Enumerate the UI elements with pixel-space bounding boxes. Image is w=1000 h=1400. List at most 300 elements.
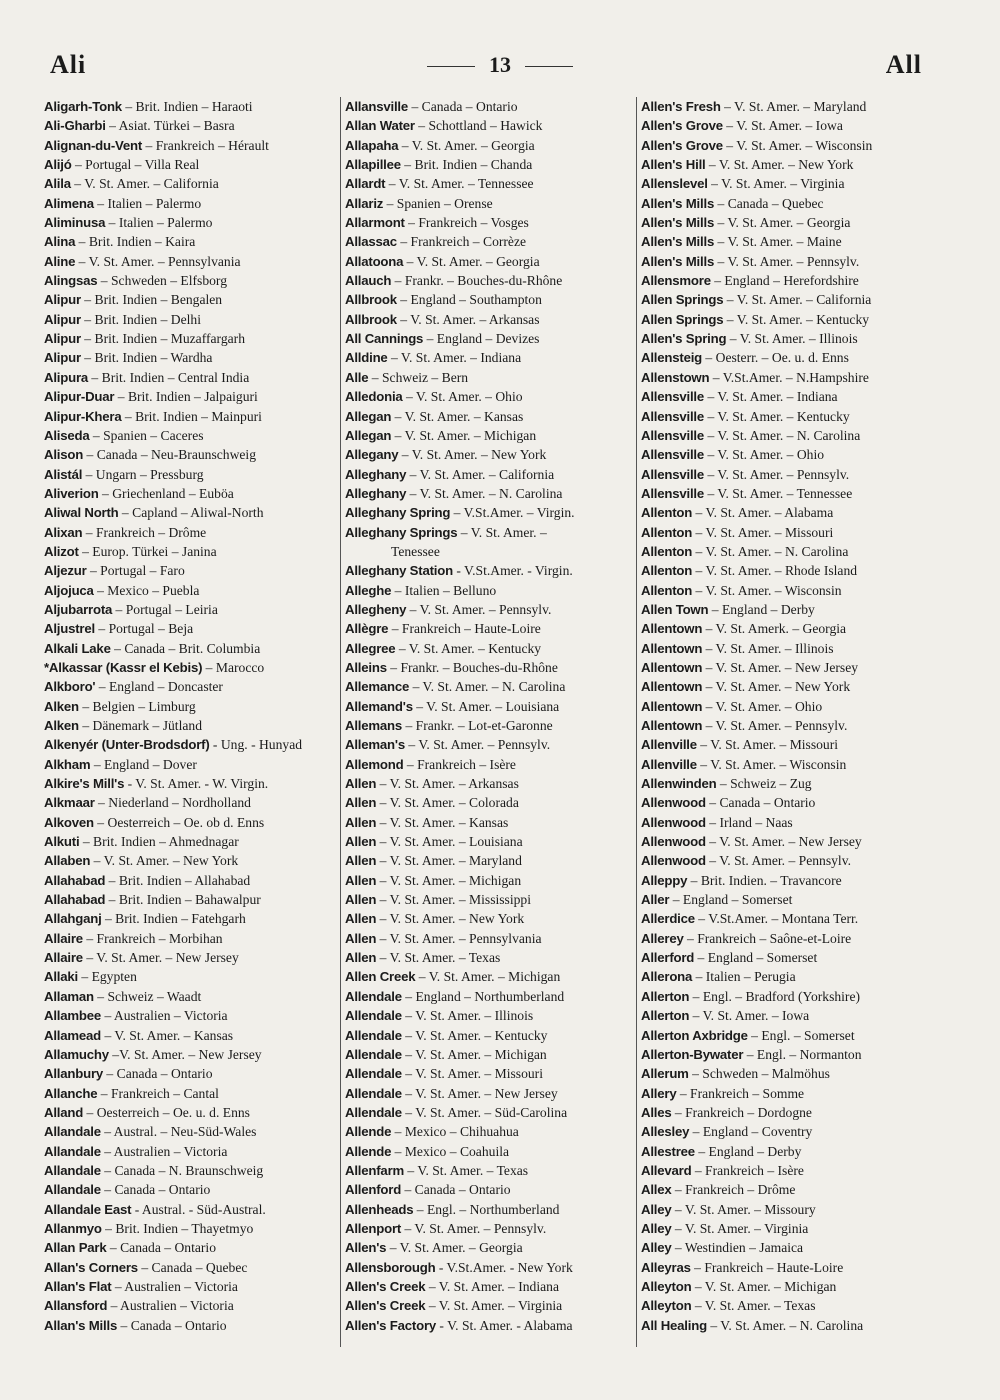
place-location: - V.St.Amer. - Virgin. bbox=[452, 563, 573, 579]
place-location: – Griechenland – Euböa bbox=[98, 485, 234, 501]
place-name: Allen bbox=[345, 795, 377, 811]
place-name: Alizot bbox=[44, 543, 79, 559]
gazetteer-entry bbox=[44, 348, 334, 367]
place-name: Alipur-Duar bbox=[44, 389, 115, 405]
gazetteer-entry bbox=[641, 1238, 931, 1257]
place-location: – V. St. Amer. – Virginia bbox=[707, 176, 845, 192]
gazetteer-entry bbox=[641, 561, 931, 580]
place-name: Allegheny bbox=[345, 601, 407, 617]
gazetteer-entry bbox=[641, 445, 931, 464]
place-name: Alkuti bbox=[44, 834, 80, 850]
place-location: – V. St. Amer. – Kentucky bbox=[395, 640, 542, 656]
place-name: Allensborough bbox=[345, 1259, 436, 1275]
place-location: – Italien – Palermo bbox=[93, 195, 202, 211]
page-header bbox=[0, 46, 1000, 86]
place-location: – V. St. Amer. – Wisconsin bbox=[722, 137, 873, 153]
place-name: Alleghe bbox=[345, 582, 392, 598]
place-name: Alleghany Station bbox=[345, 563, 453, 579]
place-location: – Frankreich – Saône-et-Loire bbox=[683, 930, 852, 946]
place-location: – Oesterreich – Oe. u. d. Enns bbox=[83, 1104, 250, 1120]
gazetteer-entry bbox=[44, 1064, 334, 1083]
place-name: Alipur bbox=[44, 311, 81, 327]
place-location: – England – Derby bbox=[694, 1143, 802, 1159]
place-location: – V. St. Amer. – New Jersey bbox=[82, 950, 239, 966]
place-name: Allenwood bbox=[641, 853, 706, 869]
place-location: – V. St. Amer. – California bbox=[70, 176, 219, 192]
place-name: Allarmont bbox=[345, 215, 405, 231]
place-name: Allensteig bbox=[641, 350, 703, 366]
place-location: – Brit. Indien – Chanda bbox=[400, 157, 533, 173]
place-location: - Ung. - Hunyad bbox=[209, 737, 303, 753]
place-name: Allbrook bbox=[345, 311, 397, 327]
place-name: Alistál bbox=[44, 466, 83, 482]
gazetteer-entry bbox=[345, 290, 635, 309]
place-location: – V. St. Amer. – New Jersey bbox=[401, 1085, 558, 1101]
place-location: – Belgien – Limburg bbox=[78, 698, 196, 714]
place-location: - V.St.Amer. - New York bbox=[435, 1259, 573, 1275]
place-name: Allensville bbox=[641, 485, 705, 501]
place-location: – V. St. Amer. – Georgia bbox=[386, 1240, 523, 1256]
place-name: Alkenyér (Unter-Brodsdorf) bbox=[44, 737, 210, 753]
place-name: Aliwal North bbox=[44, 505, 119, 521]
place-name: Allemand's bbox=[345, 698, 413, 714]
gazetteer-entry bbox=[44, 1006, 334, 1025]
place-location: – V. St. Amer. – Kentucky bbox=[401, 1027, 548, 1043]
gazetteer-entry bbox=[44, 909, 334, 928]
place-name: Allen's Grove bbox=[641, 118, 723, 134]
place-name: Allansville bbox=[345, 99, 409, 114]
place-location: – Portugal – Villa Real bbox=[71, 157, 200, 173]
place-location: – V. St. Amer. – Texas bbox=[691, 1298, 816, 1314]
place-name: Allegan bbox=[345, 408, 392, 424]
gazetteer-entry bbox=[345, 174, 635, 193]
gazetteer-entry bbox=[641, 890, 931, 909]
gazetteer-entry bbox=[641, 1161, 931, 1180]
place-name: Alison bbox=[44, 447, 84, 463]
column-1 bbox=[44, 97, 334, 1347]
place-location: – Brit. Indien – Wardha bbox=[80, 350, 213, 366]
place-location: – Europ. Türkei – Janina bbox=[78, 543, 217, 559]
place-location: – V. St. Amer. – Iowa bbox=[689, 1008, 810, 1024]
place-name: Allex bbox=[641, 1182, 672, 1198]
place-name: Alleyton bbox=[641, 1298, 692, 1314]
place-location: – Canada – Ontario bbox=[408, 99, 518, 114]
place-name: Aljustrel bbox=[44, 621, 95, 637]
gazetteer-entry bbox=[641, 909, 931, 928]
gazetteer-entry bbox=[641, 329, 931, 348]
place-location: – Australien – Victoria bbox=[107, 1298, 234, 1314]
place-location: – Portugal – Faro bbox=[86, 563, 185, 579]
gazetteer-entry bbox=[641, 987, 931, 1006]
place-name: Alleyton bbox=[641, 1278, 692, 1294]
gazetteer-entry bbox=[641, 929, 931, 948]
place-name: Allen bbox=[345, 834, 377, 850]
gazetteer-entry bbox=[345, 561, 635, 580]
place-name: Aller bbox=[641, 892, 670, 908]
gazetteer-entry bbox=[641, 774, 931, 793]
gazetteer-entry bbox=[345, 1026, 635, 1045]
place-location: – V. St. Amer. – Georgia bbox=[403, 253, 540, 269]
place-name: Allenton bbox=[641, 505, 693, 521]
place-name: Allauch bbox=[345, 273, 392, 289]
place-location: – Frankreich – Morbihan bbox=[82, 930, 223, 946]
place-name: Allenwood bbox=[641, 814, 706, 830]
place-location: – V. St. Amer. – Michigan bbox=[415, 969, 561, 985]
place-location: – V. St. Amer. – Wisconsin bbox=[696, 756, 847, 772]
place-location: – V. St. Amer. – Missouri bbox=[401, 1066, 543, 1082]
place-name: Allerdice bbox=[641, 911, 695, 927]
gazetteer-entry bbox=[345, 813, 635, 832]
gazetteer-entry bbox=[641, 252, 931, 271]
gazetteer-entry bbox=[44, 697, 334, 716]
gazetteer-entry bbox=[345, 1258, 635, 1277]
place-location: – V. St. Amer. – Michigan bbox=[376, 872, 522, 888]
place-location: – V. St. Amer. – Pennsylv. bbox=[704, 466, 850, 482]
place-name: Ali-Gharbi bbox=[44, 118, 106, 134]
gazetteer-entry bbox=[345, 348, 635, 367]
place-name: Allapillee bbox=[345, 157, 401, 173]
gazetteer-entry bbox=[641, 1026, 931, 1045]
gazetteer-entry bbox=[345, 329, 635, 348]
place-location: – Capland – Aliwal-North bbox=[118, 505, 264, 521]
place-name: Allenville bbox=[641, 756, 697, 772]
place-location: – Schweiz – Zug bbox=[716, 776, 812, 792]
place-location: – Canada – Ontario bbox=[100, 1182, 211, 1198]
place-name: Allardt bbox=[345, 176, 386, 192]
place-location: – V. St. Amer. – Indiana bbox=[387, 350, 522, 366]
place-name: Allenport bbox=[345, 1220, 402, 1236]
place-location: – Frankreich – Haute-Loire bbox=[690, 1259, 844, 1275]
place-location: – Mexico – Puebla bbox=[93, 582, 200, 598]
place-location: Tenessee bbox=[391, 543, 440, 559]
place-name: Alleppy bbox=[641, 872, 688, 888]
place-name: Allenfarm bbox=[345, 1162, 405, 1178]
header-rule-right bbox=[525, 66, 573, 67]
header-rule-left bbox=[427, 66, 475, 67]
gazetteer-entry bbox=[44, 484, 334, 503]
gazetteer-entry bbox=[44, 232, 334, 251]
place-location: – Brit. Indien – Fatehgarh bbox=[101, 911, 246, 927]
place-location: – Schweiz – Bern bbox=[368, 369, 469, 385]
place-name: Allen's Creek bbox=[345, 1278, 426, 1294]
place-location: – Niederland – Nordholland bbox=[94, 795, 251, 811]
place-name: Allandale East bbox=[44, 1201, 132, 1217]
place-name: Aline bbox=[44, 253, 76, 269]
place-location: – V. St. Amer. – Pennsylvania bbox=[75, 253, 241, 269]
place-name: *Alkassar (Kassr el Kebis) bbox=[44, 659, 203, 675]
place-name: Allan Park bbox=[44, 1240, 107, 1256]
place-location: – Portugal – Leiria bbox=[112, 601, 218, 617]
place-location: – V. St. Amer. – California bbox=[723, 292, 872, 308]
place-name: Allen bbox=[345, 911, 377, 927]
gazetteer-entry bbox=[44, 716, 334, 735]
gazetteer-entry bbox=[345, 948, 635, 967]
place-location: – Brit. Indien – Thayetmyo bbox=[101, 1220, 254, 1236]
gazetteer-entry bbox=[44, 329, 334, 348]
place-name: Allensville bbox=[641, 447, 705, 463]
gazetteer-entry bbox=[641, 484, 931, 503]
place-name: Allensmore bbox=[641, 273, 711, 289]
gazetteer-entry bbox=[44, 677, 334, 696]
place-name: Allaman bbox=[44, 988, 94, 1004]
place-name: Allerford bbox=[641, 950, 695, 966]
place-name: Allandale bbox=[44, 1143, 101, 1159]
place-name: Allanbury bbox=[44, 1066, 104, 1082]
place-location: – V. St. Amer. – California bbox=[406, 466, 555, 482]
place-location: – V. St. Amer. – New Jersey bbox=[702, 659, 859, 675]
place-name: Allansford bbox=[44, 1298, 108, 1314]
place-location: – V. St. Amer. – Mississippi bbox=[376, 892, 531, 908]
gazetteer-entry bbox=[44, 465, 334, 484]
gazetteer-entry bbox=[345, 407, 635, 426]
gazetteer-entry bbox=[641, 387, 931, 406]
place-name: Allenton bbox=[641, 543, 693, 559]
place-location: – Frankr. – Bouches-du-Rhône bbox=[391, 273, 563, 289]
gazetteer-entry bbox=[345, 465, 635, 484]
place-name: Aligarh-Tonk bbox=[44, 99, 122, 114]
gazetteer-entry bbox=[44, 793, 334, 812]
place-location: – V. St. Amer. – New York bbox=[702, 679, 851, 695]
gazetteer-entry bbox=[345, 503, 635, 522]
place-name: Allenton bbox=[641, 563, 693, 579]
place-name: Allambee bbox=[44, 1008, 102, 1024]
place-location: – V. St. Amer. – New York bbox=[90, 853, 239, 869]
gazetteer-entry bbox=[641, 1103, 931, 1122]
place-name: Allentown bbox=[641, 718, 703, 733]
place-location: – V. St. Amer. – Missouri bbox=[692, 524, 834, 540]
gazetteer-entry bbox=[44, 832, 334, 851]
place-name: Allemans bbox=[345, 718, 403, 733]
place-location: – V. St. Amer. – Indiana bbox=[425, 1278, 559, 1294]
gazetteer-entry bbox=[44, 194, 334, 213]
gazetteer-entry bbox=[44, 503, 334, 522]
place-name: Allensville bbox=[641, 408, 705, 424]
gazetteer-entry bbox=[641, 677, 931, 696]
place-name: Allendale bbox=[345, 1046, 402, 1062]
place-location: – Italien – Palermo bbox=[105, 215, 213, 231]
place-name: Allen's Fresh bbox=[641, 99, 721, 114]
place-location: – Canada – Brit. Columbia bbox=[110, 640, 261, 656]
place-name: Aliseda bbox=[44, 427, 90, 443]
place-location: – Brit. Indien – Ahmednagar bbox=[79, 834, 239, 850]
gazetteer-entry bbox=[345, 793, 635, 812]
gazetteer-entry bbox=[345, 271, 635, 290]
gazetteer-entry bbox=[345, 97, 635, 116]
gazetteer-entry bbox=[345, 774, 635, 793]
place-location: – V. St. Amer. – Ohio bbox=[702, 698, 823, 714]
place-location: – V. St. Amer. – Kansas bbox=[101, 1027, 234, 1043]
place-location: – Oesterreich – Oe. ob d. Enns bbox=[93, 814, 265, 830]
gazetteer-entry bbox=[44, 1180, 334, 1199]
place-location: – V. St. Amer. – Tennessee bbox=[385, 176, 534, 192]
gazetteer-entry bbox=[44, 407, 334, 426]
place-name: Allensville bbox=[641, 466, 705, 482]
place-location: – Brit. Indien – Jalpaiguri bbox=[114, 389, 258, 405]
place-name: Allen's Mills bbox=[641, 234, 715, 250]
gazetteer-entry bbox=[44, 1122, 334, 1141]
place-name: Allen Springs bbox=[641, 311, 724, 327]
place-name: Allerton-Bywater bbox=[641, 1046, 744, 1062]
place-name: Allen Creek bbox=[345, 969, 416, 985]
gazetteer-entry bbox=[641, 716, 931, 735]
place-name: Allenheads bbox=[345, 1201, 414, 1217]
place-name: Alkali Lake bbox=[44, 640, 111, 656]
gazetteer-entry bbox=[44, 426, 334, 445]
place-location: – V. St. Amer. – Ohio bbox=[402, 389, 523, 405]
place-name: Allaire bbox=[44, 930, 83, 946]
gazetteer-entry bbox=[641, 155, 931, 174]
place-name: Aljubarrota bbox=[44, 601, 113, 617]
place-name: Allende bbox=[345, 1124, 392, 1140]
place-name: Alkire's Mill's bbox=[44, 776, 125, 792]
gazetteer-columns bbox=[44, 97, 932, 1347]
place-location: – Frankr. – Lot-et-Garonne bbox=[402, 718, 553, 733]
place-name: All Cannings bbox=[345, 331, 424, 347]
place-location: – Engl. – Somerset bbox=[747, 1027, 855, 1043]
gazetteer-entry bbox=[44, 1316, 334, 1335]
gazetteer-entry bbox=[44, 813, 334, 832]
gazetteer-entry bbox=[641, 871, 931, 890]
place-location: – V. St. Amer. – Maryland bbox=[720, 99, 867, 114]
place-name: Allenford bbox=[345, 1182, 402, 1198]
place-location: – V.St.Amer. – Virgin. bbox=[450, 505, 575, 521]
place-location: – V. St. Amer. – Maryland bbox=[376, 853, 522, 869]
gazetteer-entry bbox=[345, 1006, 635, 1025]
gazetteer-entry bbox=[44, 561, 334, 580]
gazetteer-entry bbox=[345, 735, 635, 754]
gazetteer-entry bbox=[44, 600, 334, 619]
place-name: Allen bbox=[345, 776, 377, 792]
place-location: – V. St. Amer. – New York bbox=[705, 157, 854, 173]
place-location: – Frankreich – Dordogne bbox=[671, 1104, 812, 1120]
place-location: – Schottland – Hawick bbox=[414, 118, 543, 134]
place-location: – V. St. Amer. – New York bbox=[398, 447, 547, 463]
place-location: – England – Devizes bbox=[423, 331, 540, 347]
place-location: – V. St. Amer. – Missouri bbox=[696, 737, 839, 753]
place-name: Allandale bbox=[44, 1124, 101, 1140]
place-name: Allen's Mills bbox=[641, 195, 715, 211]
place-location: – V. St. Amer. – Tennessee bbox=[704, 485, 853, 501]
place-location: – England – Somerset bbox=[669, 892, 793, 908]
gazetteer-entry bbox=[345, 1238, 635, 1257]
place-location: – V. St. Amer. – Louisiana bbox=[376, 834, 523, 850]
gazetteer-entry bbox=[345, 929, 635, 948]
gazetteer-entry bbox=[641, 465, 931, 484]
place-name: Alipur bbox=[44, 350, 81, 366]
place-location: – Italien – Belluno bbox=[391, 582, 497, 598]
gazetteer-entry bbox=[44, 735, 334, 754]
place-name: Alipura bbox=[44, 369, 89, 385]
gazetteer-entry bbox=[345, 426, 635, 445]
gazetteer-entry bbox=[641, 194, 931, 213]
place-name: Alimena bbox=[44, 195, 94, 211]
gazetteer-entry bbox=[641, 793, 931, 812]
place-name: Alina bbox=[44, 234, 76, 250]
gazetteer-entry bbox=[345, 987, 635, 1006]
place-location: – Oesterr. – Oe. u. d. Enns bbox=[702, 350, 849, 366]
place-location: – V. St. Amer. – Arkansas bbox=[396, 311, 540, 327]
gazetteer-entry bbox=[44, 290, 334, 309]
place-location: – V. St. Amer. – Arkansas bbox=[376, 776, 519, 792]
gazetteer-entry bbox=[44, 967, 334, 986]
place-name: Allen bbox=[345, 950, 377, 966]
gazetteer-entry bbox=[44, 252, 334, 271]
column-2 bbox=[340, 97, 635, 1347]
page-number-line bbox=[0, 52, 1000, 78]
place-location: – Canada – Ontario bbox=[705, 795, 816, 811]
place-name: Allen Town bbox=[641, 601, 709, 617]
place-name: Allentown bbox=[641, 640, 703, 656]
place-location: – Brit. Indien – Allahabad bbox=[105, 872, 251, 888]
place-location: – V. St. Amer. – Pennsylv. bbox=[705, 853, 852, 869]
place-name: Allentown bbox=[641, 621, 703, 637]
place-name: Alleghany bbox=[345, 485, 407, 501]
gazetteer-entry bbox=[345, 155, 635, 174]
place-location: – Mexico – Coahuila bbox=[391, 1143, 510, 1159]
place-name: Alleghany Spring bbox=[345, 505, 451, 521]
gazetteer-entry bbox=[641, 1084, 931, 1103]
place-location: – Irland – Naas bbox=[705, 814, 793, 830]
gazetteer-entry bbox=[44, 542, 334, 561]
place-name: Allan's Mills bbox=[44, 1317, 118, 1333]
place-location: – Marocco bbox=[202, 659, 265, 675]
gazetteer-entry bbox=[641, 523, 931, 542]
place-name: Alleghany Springs bbox=[345, 524, 458, 540]
page-number: 13 bbox=[489, 52, 511, 77]
place-location: – Australien – Victoria bbox=[111, 1278, 238, 1294]
gazetteer-entry bbox=[641, 174, 931, 193]
place-location: – V. St. Amer. – Wisconsin bbox=[692, 582, 842, 598]
gazetteer-entry bbox=[44, 851, 334, 870]
place-name: Allen's bbox=[345, 1240, 387, 1256]
place-name: Allenslevel bbox=[641, 176, 708, 192]
place-location: – V. St. Amer. – Kentucky bbox=[723, 311, 870, 327]
gazetteer-entry bbox=[641, 97, 931, 116]
gazetteer-entry bbox=[44, 1277, 334, 1296]
place-location: – V. St. Amer. – Illinois bbox=[401, 1008, 534, 1024]
place-name: Allan's Corners bbox=[44, 1259, 138, 1275]
place-name: Allemance bbox=[345, 679, 410, 695]
place-location: – Engl. – Normanton bbox=[743, 1046, 862, 1062]
place-location: – Westindien – Jamaica bbox=[671, 1240, 804, 1256]
place-name: Allen's Creek bbox=[345, 1298, 426, 1314]
gazetteer-entry bbox=[44, 271, 334, 290]
place-name: Alijó bbox=[44, 157, 72, 173]
place-name: Alleghany bbox=[345, 466, 407, 482]
gazetteer-entry bbox=[641, 310, 931, 329]
gazetteer-entry bbox=[641, 503, 931, 522]
place-location: – V. St. Amer. – N. Carolina bbox=[704, 427, 861, 443]
gazetteer-entry bbox=[44, 1026, 334, 1045]
gazetteer-entry bbox=[44, 1161, 334, 1180]
gazetteer-entry bbox=[641, 735, 931, 754]
place-location: – V. St. Amer. – Michigan bbox=[391, 427, 537, 443]
place-name: Alley bbox=[641, 1240, 672, 1256]
place-location: – Canada – Ontario bbox=[401, 1182, 511, 1198]
place-name: Alixan bbox=[44, 524, 83, 540]
gazetteer-entry bbox=[44, 174, 334, 193]
gazetteer-entry bbox=[44, 1142, 334, 1161]
place-location: – Brit. Indien – Mainpuri bbox=[121, 408, 262, 424]
gazetteer-entry bbox=[345, 1200, 635, 1219]
gazetteer-entry bbox=[641, 1064, 931, 1083]
gazetteer-entry bbox=[345, 445, 635, 464]
gazetteer-entry bbox=[345, 252, 635, 271]
place-location: – Schweden – Elfsborg bbox=[97, 273, 228, 289]
gazetteer-entry bbox=[345, 851, 635, 870]
place-name: Allen's Hill bbox=[641, 157, 706, 173]
place-name: Allatoona bbox=[345, 253, 404, 269]
